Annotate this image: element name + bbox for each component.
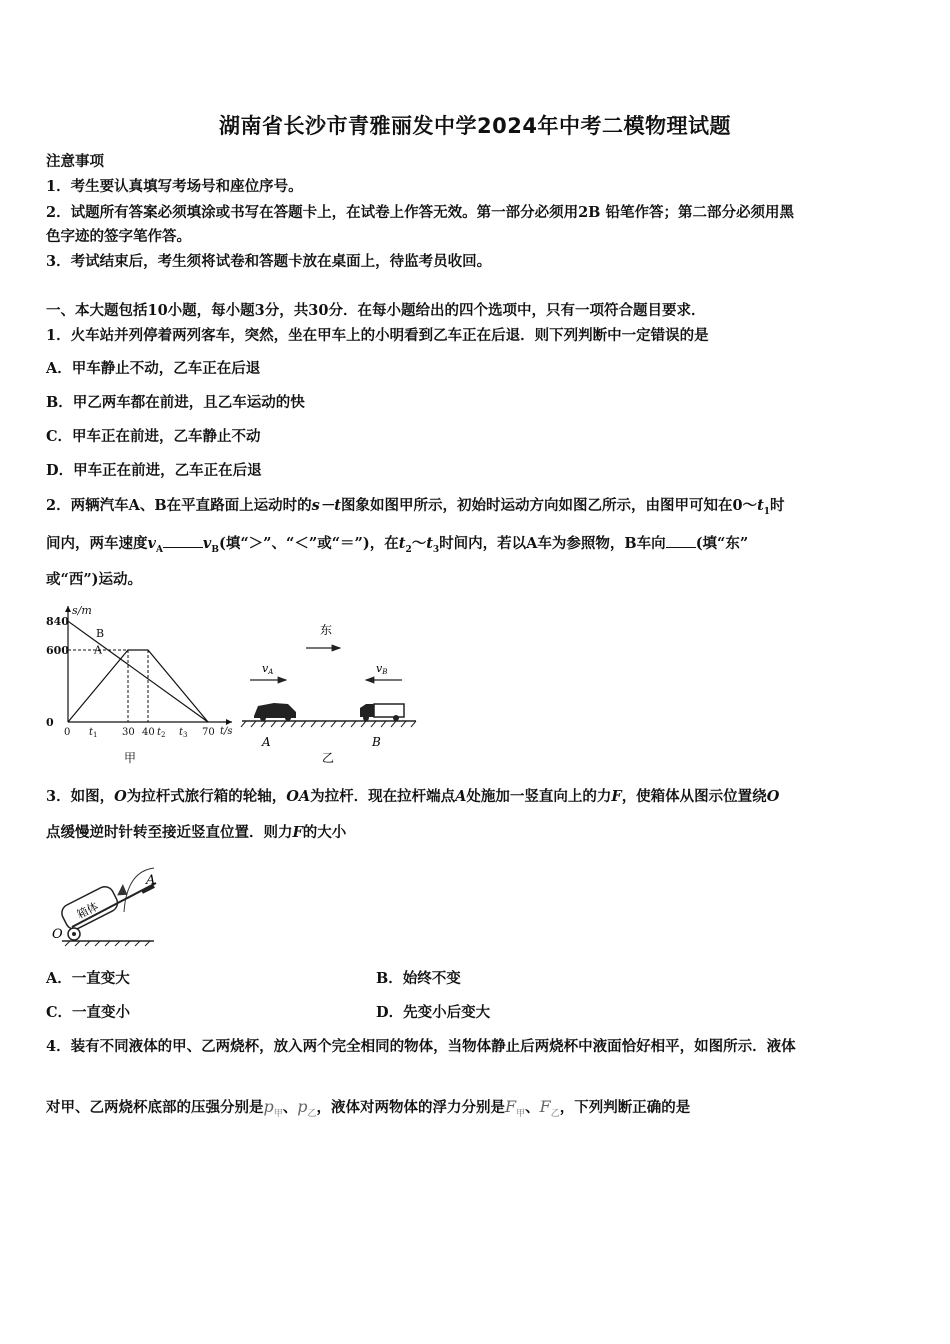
q3-option-a: A．一直变大 — [46, 970, 130, 987]
motion-diagram — [236, 612, 422, 772]
east-label: 东 — [320, 623, 333, 637]
y-tick-840: 840 — [46, 615, 69, 629]
q1-option-b: B．甲乙两车都在前进，且乙车运动的快 — [46, 394, 305, 411]
road-hatch — [241, 721, 416, 727]
q1-option-c: C．甲车正在前进，乙车静止不动 — [46, 428, 261, 445]
q2-blank-2[interactable] — [666, 533, 696, 548]
y-axis-label: s/m — [72, 604, 92, 617]
q3-line-1: 3．如图，O为拉杆式旅行箱的轮轴，OA为拉杆．现在拉杆端点A处施加一竖直向上的力F，使箱体从图示位置绕O — [46, 788, 780, 805]
notice-heading: 注意事项 — [46, 153, 104, 170]
notice-item-2-cont: 色字迹的签字笔作答。 — [46, 228, 191, 245]
notice-item-1: 1．考生要认真填写考场号和座位序号。 — [46, 178, 303, 195]
wheel-axle — [72, 932, 76, 936]
series-b-line — [68, 621, 208, 722]
page-title: 湖南省长沙市青雅丽发中学2024年中考二模物理试题 — [219, 114, 731, 138]
label-a: A — [262, 735, 271, 749]
series-a-label: A — [94, 643, 102, 657]
f-jia-symbol: $F_甲$ — [505, 1097, 526, 1120]
q3-option-c: C．一直变小 — [46, 1004, 131, 1021]
label-b: B — [372, 735, 381, 749]
x-tick-t3: $t_3$ — [179, 727, 188, 739]
x-axis-arrow — [226, 719, 232, 725]
q1-option-a: A．甲车静止不动，乙车正在后退 — [46, 360, 261, 377]
f-yi-symbol: $F_乙$ — [539, 1097, 560, 1120]
va-label: vA — [262, 662, 274, 676]
rotation-arrow-head — [117, 884, 129, 897]
q2-line-1: 2．两辆汽车A、B在平直路面上运动时的s－t图象如图甲所示，初始时运动方向如图乙所示，由图甲可知在$0\sim t_1$时 — [46, 497, 785, 517]
suitcase-figure — [46, 852, 158, 948]
origin-label: 0 — [64, 727, 71, 738]
q4-line-2: 对甲、乙两烧杯底部的压强分别是$p_甲$、$p_乙$，液体对两物体的浮力分别是$F_甲$、$F_乙$，下列判断正确的是 — [46, 1097, 691, 1120]
truck-b-icon — [360, 704, 404, 721]
q4-line-1: 4．装有不同液体的甲、乙两烧杯，放入两个完全相同的物体，当物体静止后两烧杯中液面恰好相平，如图所示．液体 — [46, 1038, 796, 1055]
point-a-label: A — [146, 873, 156, 888]
caption-jia: 甲 — [124, 751, 137, 765]
series-b-label: B — [96, 626, 105, 640]
q3-option-d: D．先变小后变大 — [376, 1004, 491, 1021]
q2-blank-1[interactable] — [163, 533, 203, 548]
section-heading: 一、本大题包括10小题，每小题3分，共30分．在每小题给出的四个选项中，只有一项符合题目要求． — [46, 302, 706, 319]
x-tick-t1: $t_1$ — [89, 727, 98, 739]
point-o-label: O — [52, 927, 63, 942]
y-axis-arrow — [65, 606, 71, 612]
q3-line-2: 点缓慢逆时针转至接近竖直位置．则力F的大小 — [46, 824, 347, 841]
q1-stem: 1．火车站并列停着两列客车，突然，坐在甲车上的小明看到乙车正在后退．则下列判断中一定错误的是 — [46, 327, 709, 344]
q2-line-2: 间内，两车速度$v_A$ $v_B$(填“＞”、“＜”或“＝”)，在$t_2\sim t_3$时间内，若以A车为参照物，B车向 (填“东” — [46, 535, 749, 555]
notice-item-2: 2．试题所有答案必须填涂或书写在答题卡上，在试卷上作答无效。第一部分必须用2B 铅笔作答；第二部分必须用黑 — [46, 204, 794, 221]
y-tick-600: 600 — [46, 644, 69, 657]
x-tick-70: 70 — [202, 727, 215, 738]
car-a-icon — [254, 703, 296, 721]
st-graph — [44, 600, 234, 772]
x-tick-40: 40 — [142, 727, 155, 738]
x-axis-label: t/s — [220, 726, 233, 737]
svg-text:箱体: 箱体 — [74, 899, 101, 922]
q3-option-b: B．始终不变 — [376, 970, 461, 987]
notice-item-3: 3．考试结束后，考生须将试卷和答题卡放在桌面上，待监考员收回。 — [46, 253, 492, 270]
p-jia-symbol: $p_甲$ — [263, 1097, 283, 1120]
y-tick-0: 0 — [46, 716, 54, 729]
q2-line-3: 或“西”)运动。 — [46, 571, 143, 588]
p-yi-symbol: $p_乙$ — [297, 1097, 317, 1120]
q1-option-d: D．甲车正在前进，乙车正在后退 — [46, 462, 262, 479]
caption-yi: 乙 — [322, 751, 335, 765]
vb-label: vB — [376, 662, 388, 676]
x-tick-30: 30 — [122, 727, 135, 738]
series-a-line — [68, 650, 208, 722]
x-tick-t2: $t_2$ — [157, 727, 166, 739]
suitcase-body — [59, 884, 121, 933]
